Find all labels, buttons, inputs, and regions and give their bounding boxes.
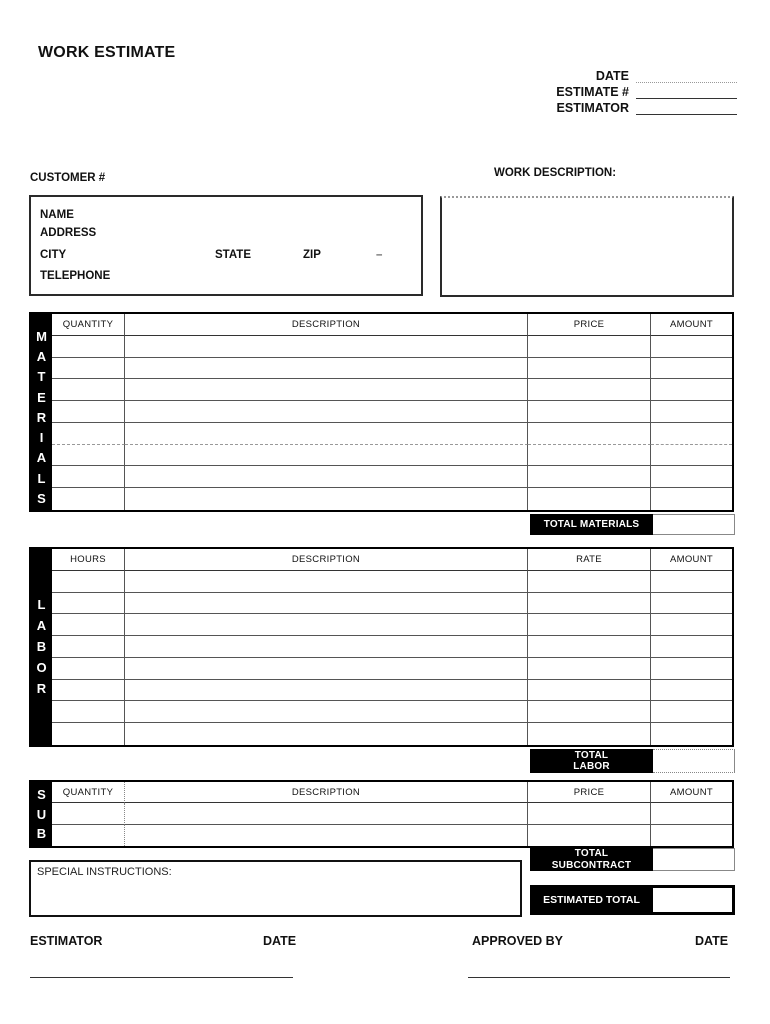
materials-row8-price-cell[interactable] bbox=[528, 488, 651, 510]
footer-date-left-label: DATE bbox=[263, 934, 297, 948]
labor-row6-description-cell[interactable] bbox=[125, 680, 528, 702]
materials-row4-quantity-cell[interactable] bbox=[52, 401, 125, 423]
labor-row4-amount-cell[interactable] bbox=[651, 636, 732, 658]
labor-row4-hours-cell[interactable] bbox=[52, 636, 125, 658]
total-materials-label: TOTAL MATERIALS bbox=[530, 514, 653, 535]
customer-state-label: STATE bbox=[215, 249, 251, 261]
labor-row6-rate-cell[interactable] bbox=[528, 680, 651, 702]
footer-estimator-label: ESTIMATOR bbox=[30, 934, 103, 948]
materials-column-header-description: DESCRIPTION bbox=[125, 314, 528, 336]
labor-column-header-hours: HOURS bbox=[52, 549, 125, 571]
labor-row4-description-cell[interactable] bbox=[125, 636, 528, 658]
date-field bbox=[596, 69, 737, 83]
materials-row1-quantity-cell[interactable] bbox=[52, 336, 125, 358]
labor-row8-rate-cell[interactable] bbox=[528, 723, 651, 745]
materials-row7-price-cell[interactable] bbox=[528, 466, 651, 488]
labor-row2-amount-cell[interactable] bbox=[651, 593, 732, 615]
materials-row7-description-cell[interactable] bbox=[125, 466, 528, 488]
subcontract-row1-quantity-cell[interactable] bbox=[52, 803, 125, 824]
materials-row2-description-cell[interactable] bbox=[125, 358, 528, 380]
labor-row4-rate-cell[interactable] bbox=[528, 636, 651, 658]
labor-row6-amount-cell[interactable] bbox=[651, 680, 732, 702]
total-subcontract-label: TOTAL SUBCONTRACT bbox=[530, 848, 653, 871]
labor-row5-description-cell[interactable] bbox=[125, 658, 528, 680]
special-instructions-label: SPECIAL INSTRUCTIONS: bbox=[37, 866, 172, 878]
special-instructions-box[interactable] bbox=[29, 860, 522, 917]
materials-table bbox=[29, 312, 734, 512]
estimate-number-input-line[interactable] bbox=[636, 86, 737, 99]
subcontract-row2-quantity-cell[interactable] bbox=[52, 825, 125, 846]
labor-row7-rate-cell[interactable] bbox=[528, 701, 651, 723]
subcontract-table bbox=[29, 780, 734, 848]
labor-row7-hours-cell[interactable] bbox=[52, 701, 125, 723]
labor-row3-hours-cell[interactable] bbox=[52, 614, 125, 636]
materials-row4-amount-cell[interactable] bbox=[651, 401, 732, 423]
labor-row5-amount-cell[interactable] bbox=[651, 658, 732, 680]
estimated-total-row bbox=[530, 885, 735, 915]
total-subcontract-row bbox=[530, 848, 735, 871]
materials-column-header-quantity: QUANTITY bbox=[52, 314, 125, 336]
materials-row8-quantity-cell[interactable] bbox=[52, 488, 125, 510]
materials-row8-amount-cell[interactable] bbox=[651, 488, 732, 510]
subcontract-column-header-price: PRICE bbox=[528, 782, 651, 803]
labor-row1-hours-cell[interactable] bbox=[52, 571, 125, 593]
materials-row3-amount-cell[interactable] bbox=[651, 379, 732, 401]
materials-row6-amount-cell[interactable] bbox=[651, 445, 732, 467]
subcontract-column-header-description: DESCRIPTION bbox=[125, 782, 528, 803]
materials-row6-quantity-cell[interactable] bbox=[52, 445, 125, 467]
labor-column-header-description: DESCRIPTION bbox=[125, 549, 528, 571]
customer-zip-label: ZIP bbox=[303, 249, 321, 261]
footer-date-right-label: DATE bbox=[695, 934, 729, 948]
work-description-label: WORK DESCRIPTION: bbox=[494, 167, 617, 179]
subcontract-row2-amount-cell[interactable] bbox=[651, 825, 732, 846]
date-label: DATE bbox=[595, 69, 629, 83]
subcontract-row1-amount-cell[interactable] bbox=[651, 803, 732, 824]
labor-row2-description-cell[interactable] bbox=[125, 593, 528, 615]
total-labor-label: TOTAL LABOR bbox=[530, 749, 653, 773]
labor-row1-description-cell[interactable] bbox=[125, 571, 528, 593]
materials-row1-price-cell[interactable] bbox=[528, 336, 651, 358]
materials-column-header-amount: AMOUNT bbox=[651, 314, 732, 336]
materials-row6-description-cell[interactable] bbox=[125, 445, 528, 467]
labor-row8-description-cell[interactable] bbox=[125, 723, 528, 745]
labor-row3-amount-cell[interactable] bbox=[651, 614, 732, 636]
estimate-number-field bbox=[556, 85, 737, 99]
materials-row5-price-cell[interactable] bbox=[528, 423, 651, 445]
labor-row7-amount-cell[interactable] bbox=[651, 701, 732, 723]
approved-by-signature-line[interactable] bbox=[468, 977, 730, 978]
materials-row6-price-cell[interactable] bbox=[528, 445, 651, 467]
subcontract-row2-description-cell[interactable] bbox=[125, 825, 528, 846]
subcontract-column-header-quantity: QUANTITY bbox=[52, 782, 125, 803]
labor-row2-hours-cell[interactable] bbox=[52, 593, 125, 615]
labor-row5-hours-cell[interactable] bbox=[52, 658, 125, 680]
labor-table bbox=[29, 547, 734, 747]
materials-row4-description-cell[interactable] bbox=[125, 401, 528, 423]
labor-row3-description-cell[interactable] bbox=[125, 614, 528, 636]
customer-telephone-label: TELEPHONE bbox=[40, 270, 111, 282]
labor-row2-rate-cell[interactable] bbox=[528, 593, 651, 615]
estimator-field bbox=[557, 101, 737, 115]
page-title: WORK ESTIMATE bbox=[38, 44, 176, 61]
total-materials-amount-cell[interactable] bbox=[653, 514, 735, 535]
materials-row1-amount-cell[interactable] bbox=[651, 336, 732, 358]
estimator-input-line[interactable] bbox=[636, 102, 737, 115]
labor-row7-description-cell[interactable] bbox=[125, 701, 528, 723]
materials-row3-quantity-cell[interactable] bbox=[52, 379, 125, 401]
materials-row4-price-cell[interactable] bbox=[528, 401, 651, 423]
zip-separator-dash: – bbox=[376, 249, 383, 261]
total-labor-row bbox=[530, 749, 735, 773]
materials-side-label: M A T E R I A L S bbox=[31, 314, 52, 510]
labor-row1-amount-cell[interactable] bbox=[651, 571, 732, 593]
total-labor-amount-cell[interactable] bbox=[653, 749, 735, 773]
subcontract-row1-price-cell[interactable] bbox=[528, 803, 651, 824]
materials-row2-price-cell[interactable] bbox=[528, 358, 651, 380]
subcontract-side-label: S U B bbox=[31, 782, 52, 846]
labor-row1-rate-cell[interactable] bbox=[528, 571, 651, 593]
customer-city-label: CITY bbox=[40, 249, 67, 261]
estimated-total-label: ESTIMATED TOTAL bbox=[530, 885, 653, 915]
customer-address-label: ADDRESS bbox=[40, 227, 97, 239]
date-input-line[interactable] bbox=[636, 70, 737, 83]
subcontract-row2-price-cell[interactable] bbox=[528, 825, 651, 846]
materials-row3-price-cell[interactable] bbox=[528, 379, 651, 401]
materials-row5-amount-cell[interactable] bbox=[651, 423, 732, 445]
labor-row3-rate-cell[interactable] bbox=[528, 614, 651, 636]
subcontract-column-header-amount: AMOUNT bbox=[651, 782, 732, 803]
estimated-total-amount-cell[interactable] bbox=[653, 885, 735, 915]
work-description-box[interactable] bbox=[440, 196, 734, 297]
materials-row7-quantity-cell[interactable] bbox=[52, 466, 125, 488]
materials-row2-quantity-cell[interactable] bbox=[52, 358, 125, 380]
customer-number-label: CUSTOMER # bbox=[30, 172, 106, 184]
materials-row1-description-cell[interactable] bbox=[125, 336, 528, 358]
customer-name-label: NAME bbox=[40, 209, 74, 221]
labor-row5-rate-cell[interactable] bbox=[528, 658, 651, 680]
labor-row8-amount-cell[interactable] bbox=[651, 723, 732, 745]
customer-info-box[interactable] bbox=[29, 195, 423, 296]
materials-row5-description-cell[interactable] bbox=[125, 423, 528, 445]
labor-column-header-amount: AMOUNT bbox=[651, 549, 732, 571]
materials-row7-amount-cell[interactable] bbox=[651, 466, 732, 488]
estimator-label: ESTIMATOR bbox=[556, 101, 629, 115]
labor-row8-hours-cell[interactable] bbox=[52, 723, 125, 745]
labor-column-header-rate: RATE bbox=[528, 549, 651, 571]
materials-row5-quantity-cell[interactable] bbox=[52, 423, 125, 445]
labor-side-label: L A B O R bbox=[31, 549, 52, 745]
subcontract-row1-description-cell[interactable] bbox=[125, 803, 528, 824]
materials-row2-amount-cell[interactable] bbox=[651, 358, 732, 380]
total-subcontract-amount-cell[interactable] bbox=[653, 848, 735, 871]
materials-row3-description-cell[interactable] bbox=[125, 379, 528, 401]
estimator-signature-line[interactable] bbox=[30, 977, 293, 978]
labor-row6-hours-cell[interactable] bbox=[52, 680, 125, 702]
estimate-number-label: ESTIMATE # bbox=[556, 85, 629, 99]
materials-row8-description-cell[interactable] bbox=[125, 488, 528, 510]
materials-column-header-price: PRICE bbox=[528, 314, 651, 336]
total-materials-row bbox=[530, 514, 735, 535]
footer-approved-by-label: APPROVED BY bbox=[472, 934, 563, 948]
